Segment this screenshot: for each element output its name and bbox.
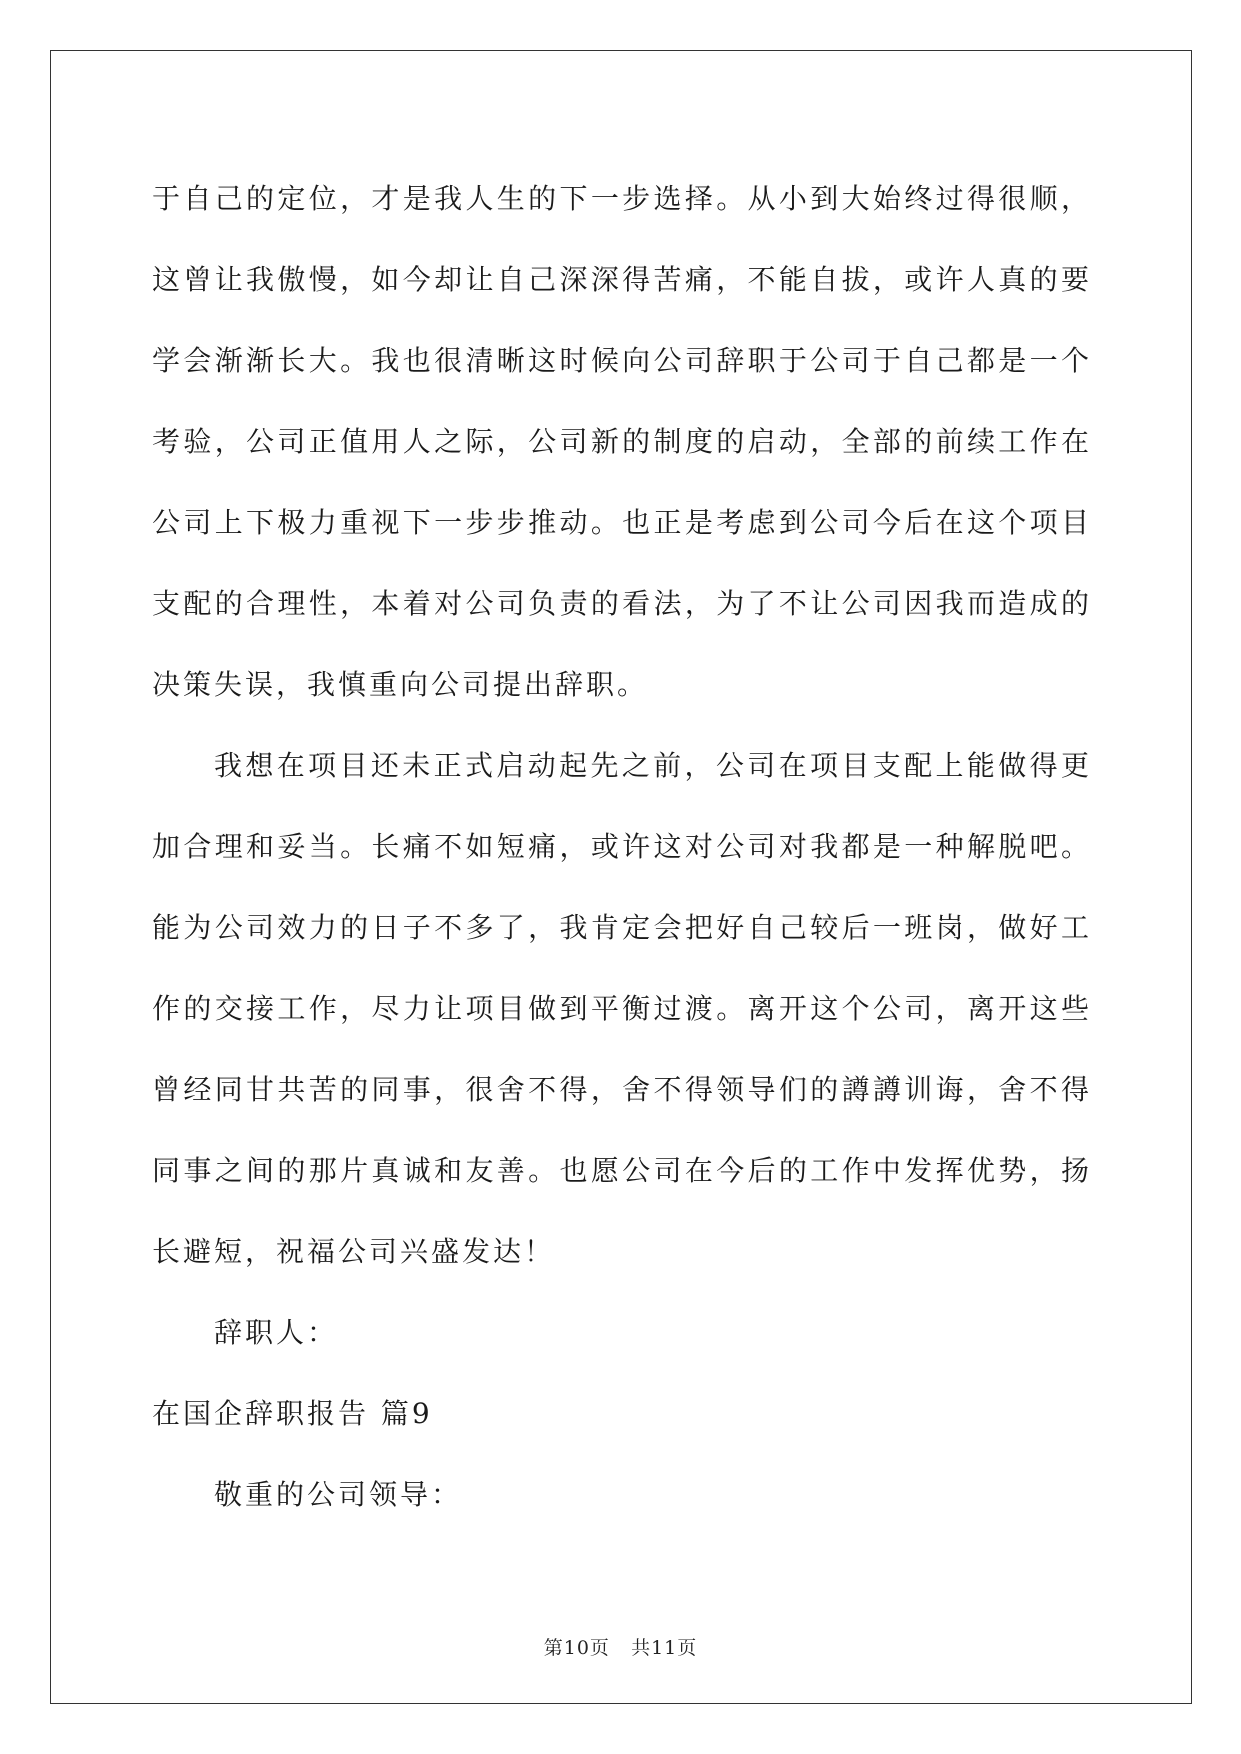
signature-line: 辞职人： — [214, 1316, 339, 1349]
paragraph-resignation-plan: 我想在项目还未正式启动起先之前，公司在项目支配上能做得更加合理和妥当。长痛不如短痛，或许这对公司对我都是一种解脱吧。能为公司效力的日子不多了，我肯定会把好自己较后一班岗，做好工作的交接工作，尽力让项目做到平衡过渡。离开这个公司，离开这些曾经同甘共苦的同事，很舍不得，舍不得领导们的譐譐训诲，舍不得同事之间的那片真诚和友善。也愿公司在今后的工作中发挥优势，扬长避短，祝福公司兴盛发达！ — [152, 749, 1092, 1268]
document-body — [152, 158, 1092, 1535]
page-footer — [0, 1633, 1241, 1660]
section-heading: 在国企辞职报告 篇9 — [152, 1397, 433, 1430]
salutation: 敬重的公司领导： — [214, 1478, 463, 1511]
footer-page-suffix: 页 — [589, 1637, 610, 1659]
footer-page-prefix: 第 — [543, 1637, 564, 1659]
footer-total-suffix: 页 — [677, 1637, 698, 1659]
paragraph-continued: 于自己的定位，才是我人生的下一步选择。从小到大始终过得很顺，这曾让我傲慢，如今却让自己深深得苦痛，不能自拔，或许人真的要学会渐渐长大。我也很清晰这时候向公司辞职于公司于自己都是一个考验，公司正值用人之际，公司新的制度的启动，全部的前续工作在公司上下极力重视下一步步推动。也正是考虑到公司今后在这个项目支配的合理性，本着对公司负责的看法，为了不让公司因我而造成的决策失误，我慎重向公司提出辞职。 — [152, 182, 1092, 701]
footer-page-total: 11 — [651, 1637, 678, 1659]
footer-total-prefix: 共 — [631, 1637, 652, 1659]
footer-page-current: 10 — [563, 1637, 590, 1659]
